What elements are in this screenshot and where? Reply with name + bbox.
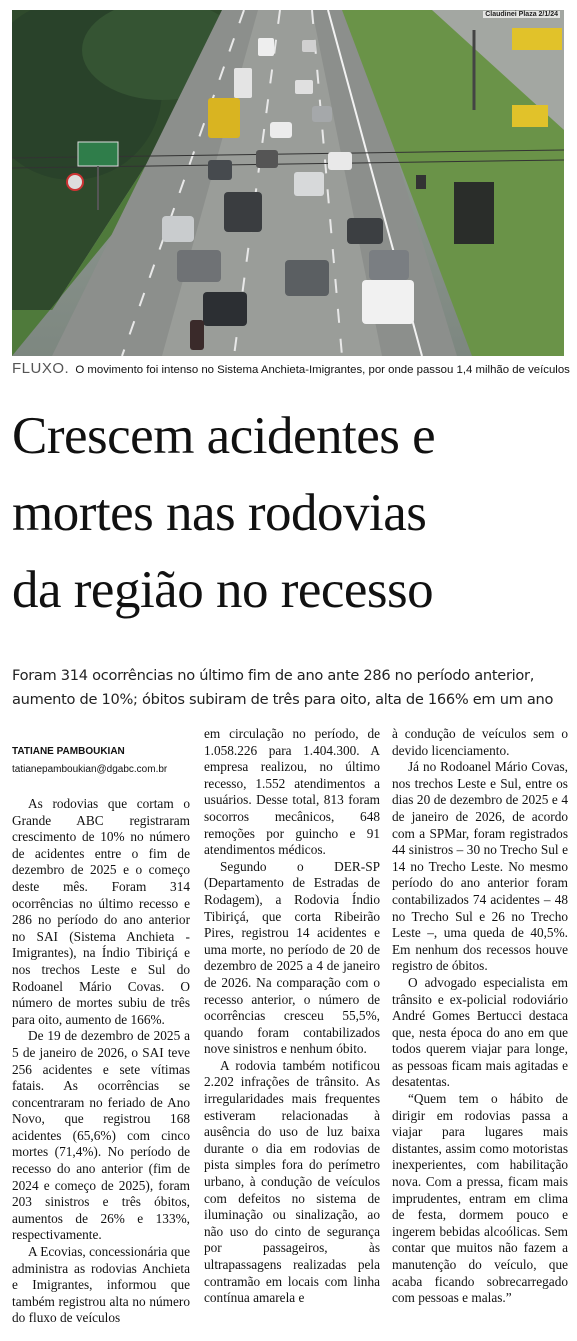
article-paragraph: De 19 de dezembro de 2025 a 5 de janeiro de 2026, o SAI teve 256 acidentes e sete vítimas fatais. As ocorrências se concentraram no feriado de Ano Novo, que registrou 168 acidentes (65,6%) com cinco mortes (71,4%). No período de recesso do ano anterior (fim de 2024 e começo de 2025), foram 203 sinistros e três óbitos, aumentos de 26% e 133%, respectivamente. <box>12 1028 190 1243</box>
article-paragraph: Segundo o DER-SP (Departamento de Estradas de Rodagem), a Rodovia Índio Tibiriçá, que corta Ribeirão Pires, registrou 14 acidentes e uma morte, no período de 20 de dezembro de 2025 a 4 de janeiro de 2026. Na comparação com o recesso anterior, o número de ocorrências cresceu 55,5%, quando foram contabilizados nove sinistros e nenhum óbito. <box>204 858 380 1057</box>
article-paragraph: “Quem tem o hábito de dirigir em rodovias passa a viajar para lugares mais distantes, assim como motoristas inexperientes, com habilitação nova. Com a pressa, ficam mais imprudentes, entram em clima de festa, dormem pouco e ingerem bebidas alcoólicas. Sem contar que muitos não fazem a manutenção do veículo, que acaba ficando sobrecarregado com pessoas e malas.” <box>392 1091 568 1306</box>
article-column-2 <box>204 726 380 1307</box>
article-paragraph: à condução de veículos sem o devido licenciamento. <box>392 726 568 758</box>
byline-author: TATIANE PAMBOUKIAN <box>12 746 125 757</box>
highway-photo <box>12 10 564 356</box>
highway-illustration <box>12 10 564 356</box>
headline-line: Crescem acidentes e <box>12 407 436 465</box>
article-paragraph: As rodovias que cortam o Grande ABC registraram crescimento de 10% no número de acidentes entre o fim de dezembro de 2025 e o começo deste mês. Foram 314 ocorrências no último recesso e 286 no período do ano anterior no SAI (Sistema Anchieta - Imigrantes), na Índio Tibiriçá e nos trechos Leste e Sul do Rodoanel Mário Covas. O número de mortes subiu de três para oito, aumento de 166%. <box>12 796 190 1027</box>
caption-text: O movimento foi intenso no Sistema Anchieta-Imigrantes, por onde passou 1,4 milhão de veículos <box>75 364 570 376</box>
photo-caption <box>12 360 572 377</box>
article-paragraph: A rodovia também notificou 2.202 infrações de trânsito. As irregularidades mais frequentes estiveram relacionadas à ausência do uso de luz baixa durante o dia em rodovias de pista simples fora do perímetro urbano, à condução de veículos com defeitos no sistema de iluminação ou sinalização, ao não uso do cinto de segurança por passageiros, às ultrapassagens realizadas pela contramão em locais com linha contínua amarela e <box>204 1057 380 1306</box>
subheadline-line: aumento de 10%; óbitos subiram de três para oito, alta de 166% em um ano <box>12 691 554 708</box>
headline <box>12 398 570 629</box>
article-paragraph: O advogado especialista em trânsito e ex-policial rodoviário André Gomes Bertucci destaca que, nesta época do ano em que todos querem viajar para longe, as pessoas ficam mais agitadas e desatentas. <box>392 974 568 1090</box>
headline-line: mortes nas rodovias <box>12 484 427 542</box>
article-paragraph: A Ecovias, concessionária que administra as rodovias Anchieta e Imigrantes, informou que também registrou alta no número do fluxo de veículos <box>12 1244 190 1326</box>
article-column-1 <box>12 796 190 1327</box>
caption-kicker: FLUXO. <box>12 360 70 377</box>
article-column-3 <box>392 726 568 1307</box>
headline-line: da região no recesso <box>12 561 434 619</box>
subheadline <box>12 664 572 712</box>
article-paragraph: Já no Rodoanel Mário Covas, nos trechos Leste e Sul, entre os dias 20 de dezembro de 2025 e 4 de janeiro de 2026, de acordo com a SPMar, foram registrados 44 sinistros – 30 no Trecho Sul e 14 no Trecho Leste. No mesmo período do ano anterior foram contabilizados 74 acidentes – 48 no Trecho Sul e 26 no Trecho Leste –, uma queda de 40,5%. Em nenhum dos recessos houve registro de óbitos. <box>392 759 568 974</box>
subheadline-line: Foram 314 ocorrências no último fim de ano ante 286 no período anterior, <box>12 667 535 684</box>
article-paragraph: em circulação no período, de 1.058.226 para 1.404.300. A empresa realizou, no último recesso, 1.552 atendimentos a usuários. Desse total, 813 foram socorros mecânicos, 648 remoções por guincho e 91 atendimentos médicos. <box>204 726 380 858</box>
byline-email[interactable]: tatianepamboukian@dgabc.com.br <box>12 764 168 775</box>
photo-credit: Claudinei Plaza 2/1/24 <box>485 11 558 18</box>
